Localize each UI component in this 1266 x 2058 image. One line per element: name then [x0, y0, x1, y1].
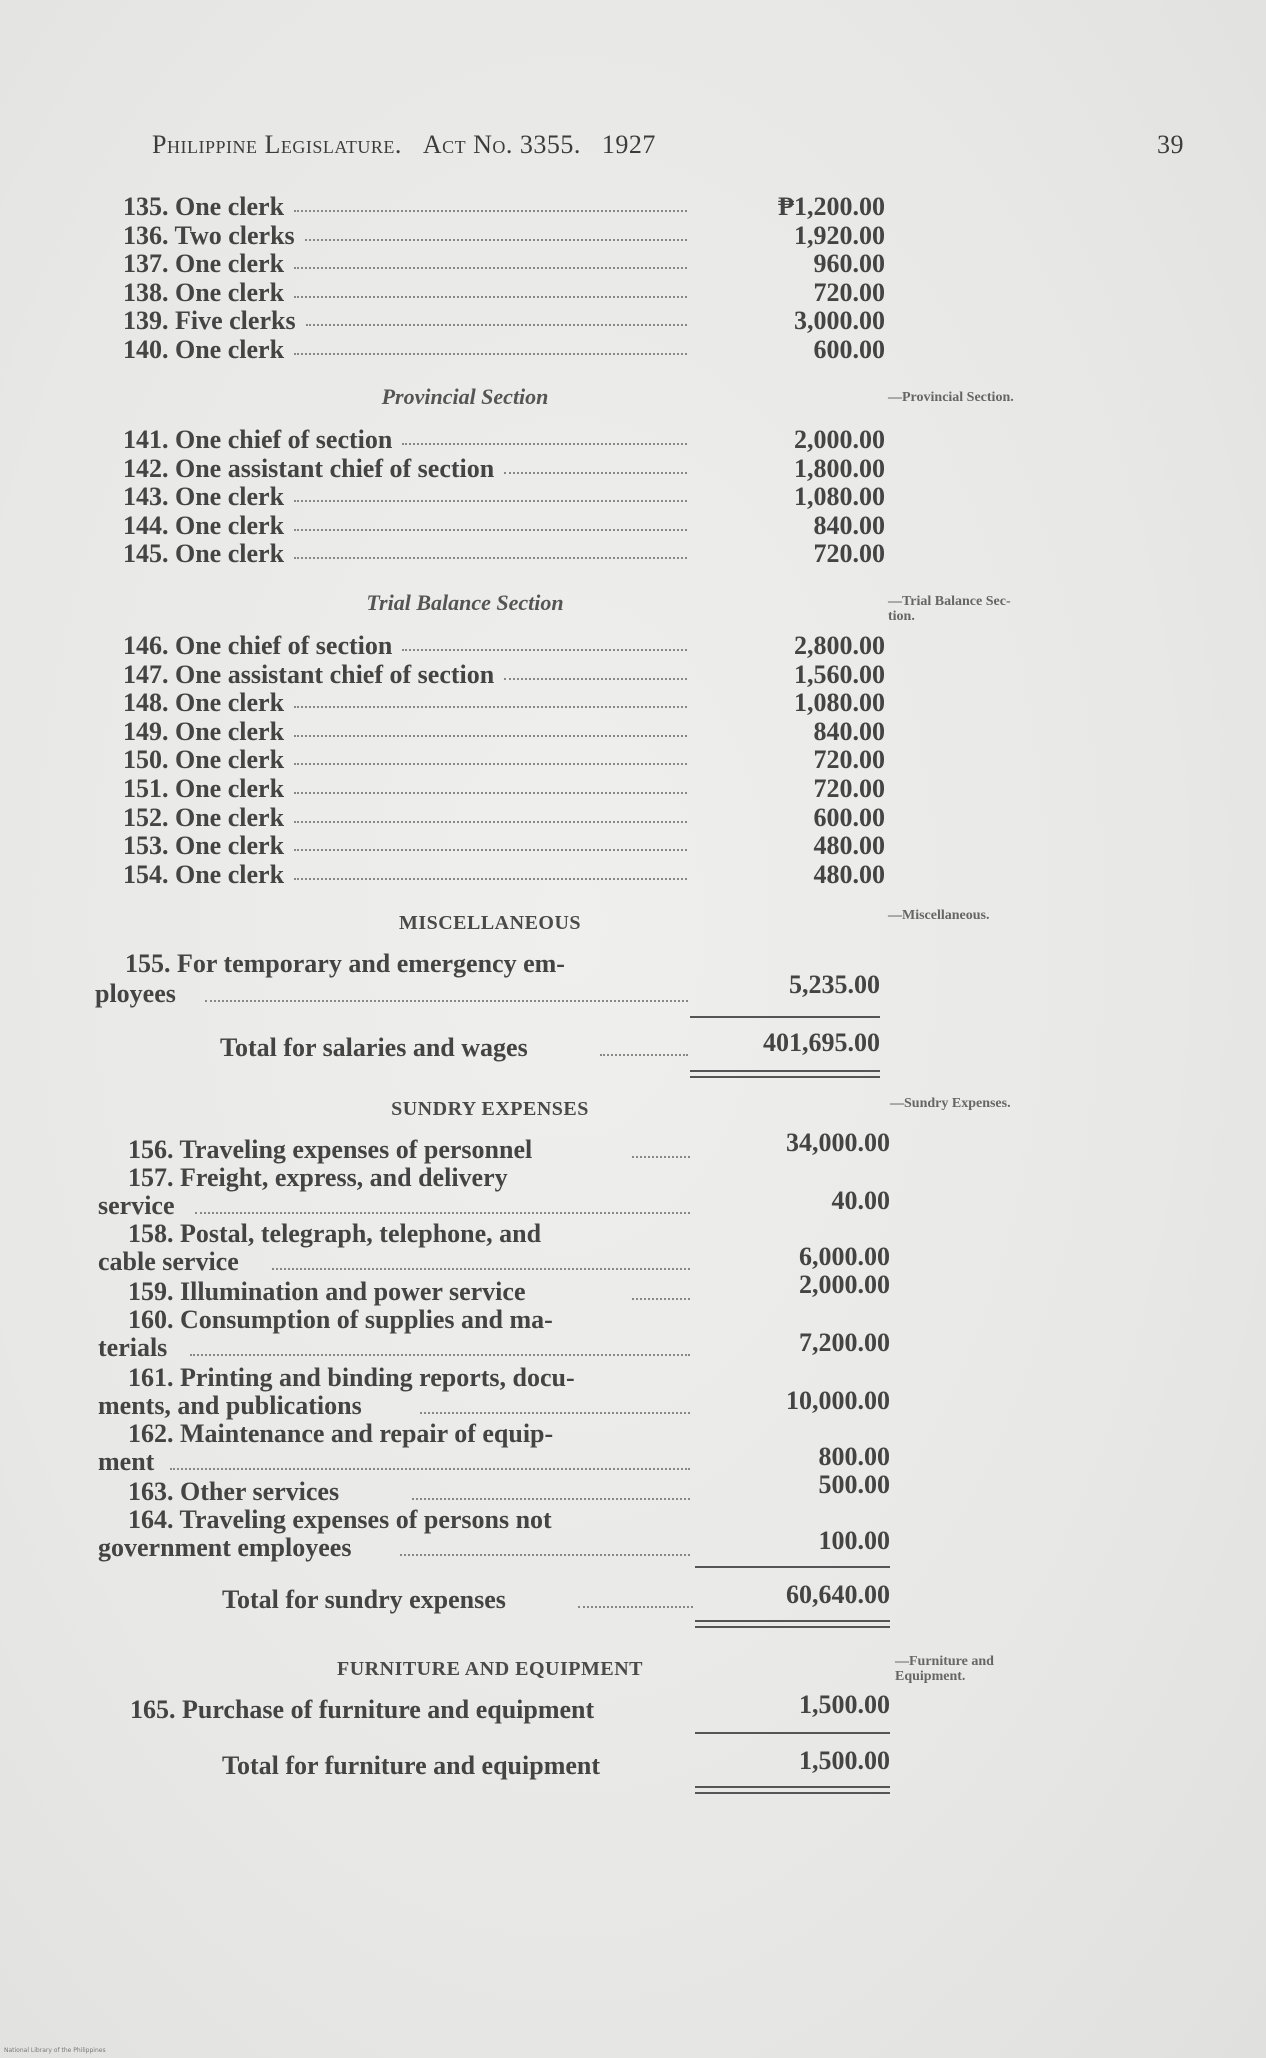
furniture-title: FURNITURE AND EQUIPMENT: [337, 1658, 643, 1680]
line-item: [95, 718, 885, 747]
line-item-description: 148. One clerk: [123, 688, 285, 718]
line-item-amount: 720.00: [813, 773, 885, 803]
line-item: [95, 250, 885, 279]
line-item: [95, 689, 885, 718]
sundry-item-amount: 40.00: [831, 1186, 890, 1215]
line-item-description: 153. One clerk: [123, 831, 285, 861]
dot-leader: [294, 554, 687, 559]
dot-leader: [190, 1354, 690, 1356]
total-double-rule: [695, 1786, 890, 1794]
line-item-description: 147. One assistant chief of section: [123, 659, 495, 689]
dot-leader: [400, 1554, 690, 1556]
line-item: [95, 540, 885, 569]
line-item-amount: 3,000.00: [794, 306, 885, 336]
item-155-amount: 5,235.00: [789, 970, 880, 999]
dot-leader: [632, 1298, 690, 1300]
sundry-item-text-cont: ment: [98, 1447, 155, 1476]
total-salaries-amount: 401,695.00: [763, 1028, 880, 1057]
line-item: [95, 455, 885, 484]
header-year: 1927: [601, 130, 656, 159]
line-item-amount: ₱1,200.00: [778, 192, 885, 221]
sundry-item-text: 158. Postal, telegraph, telephone, and: [128, 1219, 542, 1248]
line-item-amount: 1,800.00: [794, 453, 885, 483]
item-list-provincial: [95, 426, 885, 569]
line-item-amount: 600.00: [813, 802, 885, 832]
furniture-note-line1: —Furniture and: [895, 1654, 994, 1669]
sundry-item-text: 164. Traveling expenses of persons not: [128, 1505, 552, 1534]
sundry-item-text: 156. Traveling expenses of personnel: [128, 1135, 533, 1164]
sundry-item-amount: 800.00: [818, 1442, 890, 1471]
line-item-amount: 840.00: [813, 510, 885, 540]
dot-leader: [294, 818, 687, 823]
dot-leader: [170, 1468, 690, 1470]
trial-balance-note-line2: tion.: [888, 609, 915, 624]
line-item-amount: 1,560.00: [794, 659, 885, 689]
line-item-amount: 600.00: [813, 334, 885, 364]
trial-balance-margin-note: [888, 594, 1011, 624]
dot-leader: [578, 1606, 693, 1608]
sundry-item-amount: 2,000.00: [799, 1270, 890, 1299]
dot-leader: [305, 236, 687, 241]
line-item: [95, 307, 885, 336]
sundry-item-text-cont: government employees: [98, 1533, 352, 1562]
item-list-top: [95, 193, 885, 365]
sundry-item-amount: 10,000.00: [786, 1386, 890, 1415]
sundry-item-text: 162. Maintenance and repair of equip-: [128, 1419, 554, 1448]
dot-leader: [294, 846, 687, 851]
line-item-description: 139. Five clerks: [123, 306, 296, 336]
line-item-description: 137. One clerk: [123, 249, 285, 279]
sundry-item-text-cont: cable service: [98, 1247, 239, 1276]
header-title: Philippine Legislature.: [152, 130, 402, 159]
dot-leader: [294, 703, 687, 708]
dot-leader: [402, 440, 687, 445]
dot-leader: [420, 1412, 690, 1414]
sundry-item-amount: 34,000.00: [786, 1128, 890, 1157]
line-item-amount: 720.00: [813, 277, 885, 307]
sundry-item-text: 163. Other services: [128, 1477, 340, 1506]
footer-credit: National Library of the Philippines: [4, 2047, 106, 2054]
sundry-expenses-title: SUNDRY EXPENSES: [391, 1098, 589, 1120]
line-item-description: 142. One assistant chief of section: [123, 453, 495, 483]
total-salaries-label: Total for salaries and wages: [220, 1033, 528, 1062]
line-item-amount: 2,000.00: [794, 425, 885, 454]
dot-leader: [195, 1212, 690, 1214]
dot-leader: [412, 1498, 690, 1500]
sundry-margin-note: —Sundry Expenses.: [890, 1096, 1011, 1111]
dot-leader: [504, 469, 687, 474]
line-item: [95, 279, 885, 308]
sundry-item-amount: 100.00: [818, 1526, 890, 1555]
line-item-description: 136. Two clerks: [123, 220, 295, 250]
line-item: [95, 222, 885, 251]
dot-leader: [306, 321, 687, 326]
line-item: [95, 861, 885, 890]
line-item: [95, 661, 885, 690]
line-item-amount: 840.00: [813, 716, 885, 746]
subtotal-rule: [690, 1016, 880, 1018]
sundry-item-text-cont: service: [98, 1191, 175, 1220]
running-head: [152, 130, 656, 160]
dot-leader: [294, 264, 687, 269]
line-item: [95, 632, 885, 661]
sundry-item-text: 160. Consumption of supplies and ma-: [128, 1305, 553, 1334]
line-item-description: 143. One clerk: [123, 482, 285, 512]
provincial-section-title: Provincial Section: [381, 384, 549, 409]
dot-leader: [294, 875, 687, 880]
provincial-margin-note: —Provincial Section.: [888, 390, 1014, 405]
line-item-description: 152. One clerk: [123, 802, 285, 832]
total-double-rule: [690, 1070, 880, 1078]
subtotal-rule: [695, 1566, 890, 1568]
subtotal-rule: [695, 1732, 890, 1734]
sundry-item-amount: 6,000.00: [799, 1242, 890, 1271]
total-furniture-amount: 1,500.00: [799, 1746, 890, 1775]
line-item-description: 141. One chief of section: [123, 425, 393, 454]
line-item-amount: 480.00: [813, 859, 885, 889]
total-sundry-label: Total for sundry expenses: [222, 1585, 506, 1614]
furniture-note-line2: Equipment.: [895, 1669, 966, 1684]
miscellaneous-margin-note: —Miscellaneous.: [888, 908, 990, 923]
sundry-item-amount: 500.00: [818, 1470, 890, 1499]
dot-leader: [294, 760, 687, 765]
line-item-description: 138. One clerk: [123, 277, 285, 307]
total-furniture-label: Total for furniture and equipment: [222, 1751, 601, 1780]
sundry-item-text: 157. Freight, express, and delivery: [128, 1163, 508, 1192]
furniture-margin-note: [895, 1654, 1095, 1684]
dot-leader: [294, 732, 687, 737]
total-double-rule: [695, 1620, 890, 1628]
line-item-description: 151. One clerk: [123, 773, 285, 803]
dot-leader: [632, 1156, 690, 1158]
line-item-amount: 1,080.00: [794, 688, 885, 718]
line-item-amount: 1,080.00: [794, 482, 885, 512]
dot-leader: [294, 207, 687, 212]
item-list-trial-balance: [95, 632, 885, 889]
dot-leader: [294, 526, 687, 531]
sundry-item-amount: 7,200.00: [799, 1328, 890, 1357]
dot-leader: [294, 789, 687, 794]
item-165-amount: 1,500.00: [799, 1690, 890, 1719]
dot-leader: [600, 1054, 688, 1056]
line-item: [95, 336, 885, 365]
dot-leader: [402, 646, 687, 651]
sundry-item-text-cont: terials: [98, 1333, 168, 1362]
line-item-description: 149. One clerk: [123, 716, 285, 746]
line-item: [95, 426, 885, 455]
item-155-line1: 155. For temporary and emergency em-: [125, 949, 565, 978]
sundry-item-text: 161. Printing and binding reports, docu-: [128, 1363, 575, 1392]
line-item-amount: 480.00: [813, 831, 885, 861]
dot-leader: [504, 675, 687, 680]
line-item-description: 154. One clerk: [123, 859, 285, 889]
line-item-amount: 960.00: [813, 249, 885, 279]
line-item-amount: 2,800.00: [794, 631, 885, 660]
dot-leader: [205, 1000, 688, 1002]
item-155-line2: ployees: [95, 979, 176, 1008]
dot-leader: [294, 497, 687, 502]
line-item-description: 135. One clerk: [123, 192, 285, 221]
line-item-description: 146. One chief of section: [123, 631, 393, 660]
line-item-amount: 1,920.00: [794, 220, 885, 250]
dot-leader: [294, 350, 687, 355]
trial-balance-section-title: Trial Balance Section: [366, 590, 564, 615]
line-item: [95, 193, 885, 222]
sundry-item-text-cont: ments, and publications: [98, 1391, 362, 1420]
line-item-amount: 720.00: [813, 745, 885, 775]
line-item: [95, 775, 885, 804]
miscellaneous-title: MISCELLANEOUS: [398, 912, 582, 934]
trial-balance-note-line1: —Trial Balance Sec-: [888, 594, 1011, 609]
line-item: [95, 832, 885, 861]
line-item-description: 144. One clerk: [123, 510, 285, 540]
page-number: 39: [1157, 130, 1184, 159]
sundry-item-text: 159. Illumination and power service: [128, 1277, 526, 1306]
total-sundry-amount: 60,640.00: [786, 1580, 890, 1609]
dot-leader: [272, 1268, 690, 1270]
line-item-description: 145. One clerk: [123, 539, 285, 569]
line-item: [95, 746, 885, 775]
line-item-description: 150. One clerk: [123, 745, 285, 775]
line-item: [95, 804, 885, 833]
item-165-label: 165. Purchase of furniture and equipment: [130, 1695, 595, 1724]
dot-leader: [294, 293, 687, 298]
header-act: Act No. 3355.: [422, 130, 581, 159]
line-item-amount: 720.00: [813, 539, 885, 569]
line-item: [95, 512, 885, 541]
line-item: [95, 483, 885, 512]
line-item-description: 140. One clerk: [123, 334, 285, 364]
